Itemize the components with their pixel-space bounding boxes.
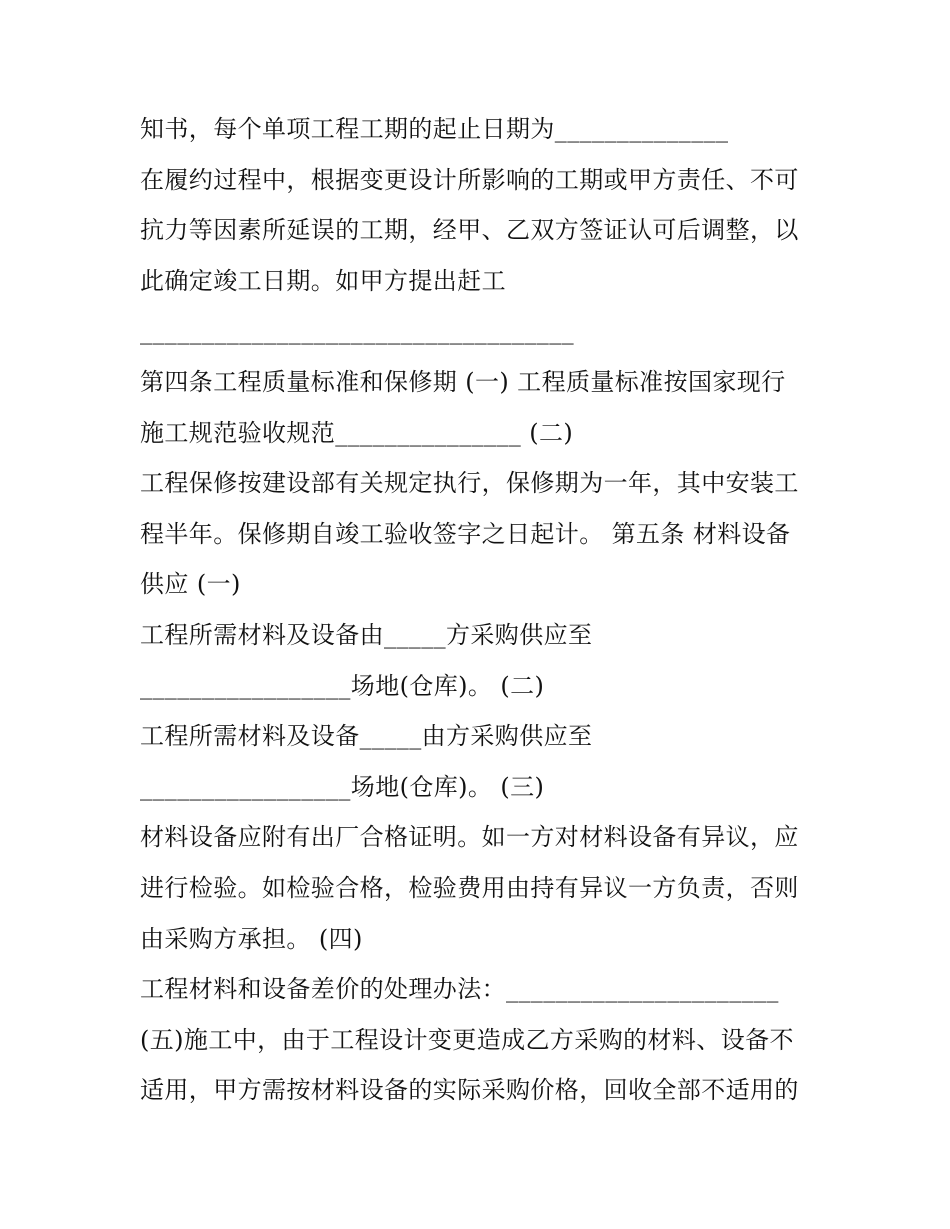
text-line: 在履约过程中，根据变更设计所影响的工期或甲方责任、不可 bbox=[140, 165, 799, 194]
text-line: 由采购方承担。 (四) bbox=[140, 924, 363, 953]
text-line: 工程保修按建设部有关规定执行，保修期为一年，其中安装工 bbox=[140, 469, 799, 498]
text-line: 施工规范验收规范_______________ (二) bbox=[140, 418, 574, 447]
text-line: 适用，甲方需按材料设备的实际采购价格，回收全部不适用的 bbox=[140, 1076, 799, 1105]
text-line: 知书，每个单项工程工期的起止日期为______________ bbox=[140, 115, 729, 143]
text-line: 材料设备应附有出厂合格证明。如一方对材料设备有异议，应 bbox=[140, 823, 799, 852]
text-line: 工程所需材料及设备由_____方采购供应至 bbox=[140, 620, 593, 649]
text-line: 第四条工程质量标准和保修期 (一) 工程质量标准按国家现行 bbox=[140, 367, 786, 396]
text-line: _________________场地(仓库)。 (二) bbox=[140, 671, 545, 700]
text-line: 工程材料和设备差价的处理办法：______________________ bbox=[140, 975, 779, 1004]
text-line: 此确定竣工日期。如甲方提出赶工 bbox=[140, 266, 506, 295]
text-line: 进行检验。如检验合格，检验费用由持有异议一方负责，否则 bbox=[140, 873, 799, 902]
text-line: 供应 (一) bbox=[140, 570, 241, 599]
text-line: _________________场地(仓库)。 (三) bbox=[140, 772, 545, 801]
text-line: (五)施工中，由于工程设计变更造成乙方采购的材料、设备不 bbox=[140, 1025, 794, 1054]
text-line: 程半年。保修期自竣工验收签字之日起计。 第五条 材料设备 bbox=[140, 519, 791, 548]
text-line: 工程所需材料及设备_____由方采购供应至 bbox=[140, 722, 593, 751]
text-line: 抗力等因素所延误的工期，经甲、乙双方签证认可后调整，以 bbox=[140, 216, 799, 245]
document-page bbox=[140, 104, 820, 1116]
blank-line: ___________________________________ bbox=[140, 317, 574, 346]
